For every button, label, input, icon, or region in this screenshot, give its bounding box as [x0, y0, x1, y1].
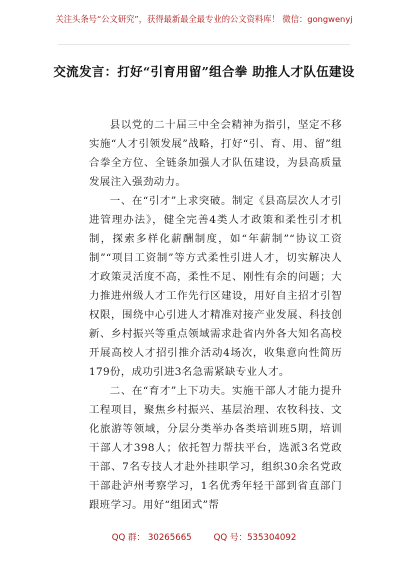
paragraph-intro: 县以党的二十届三中全会精神为指引，坚定不移实施“人才引领发展”战略，打好“引、育、用、留”组合拳全方位、全链条加强人才队伍建设，为县高质量发展注入强劲动力。 — [89, 119, 342, 188]
paragraph-cultivate: 二、在“育才”上下功夫。实施干部人才能力提升工程项目，聚焦乡村振兴、基层治理、农牧科技、文化旅游等领域，分层分类举办各类培训班5期，培训干部人才398人；依托智力帮扶平台，选派3名党政干部、7名专技人才赴外挂职学习，组织30余名党政干部赴泸州考察学习，1名优秀年轻干部到省直部门跟班学习。用好“组团式”帮 — [89, 385, 342, 511]
header-notice: 关注头条号“公文研究”，获得最新最全最专业的公文资料库！ 微信：gongwenyj — [55, 14, 353, 24]
paragraph-recruit: 一、在“引才”上求突破。制定《县高层次人才引进管理办法》，健全完善4类人才政策和柔性引才机制，探索多样化薪酬制度，如“年薪制”“协议工资制”“项目工资制”等方式柔性引进人才，切实解决人才政策灵活度不高，柔性不足、刚性有余的问题；大力推进州级人才工作先行区建设，用好自主招才引智权限，围绕中心引进人才精准对接产业发展、科技创新、乡村振兴等重点领域需求赴省内外各大知名高校开展高校人才招引推介活动4场次，收集意向性简历179份，成功引进3名急需紧缺专业人才。 — [89, 195, 342, 378]
footer-qq-group: QQ 群： 30265665 — [111, 533, 192, 543]
document-title: 交流发言：打好“引育用留”组合拳 助推人才队伍建设 — [53, 64, 355, 79]
footer-contact — [0, 531, 408, 543]
document-body — [89, 116, 342, 515]
header-divider — [58, 44, 350, 45]
footer-qq-number: QQ 号：535304092 — [213, 533, 297, 543]
